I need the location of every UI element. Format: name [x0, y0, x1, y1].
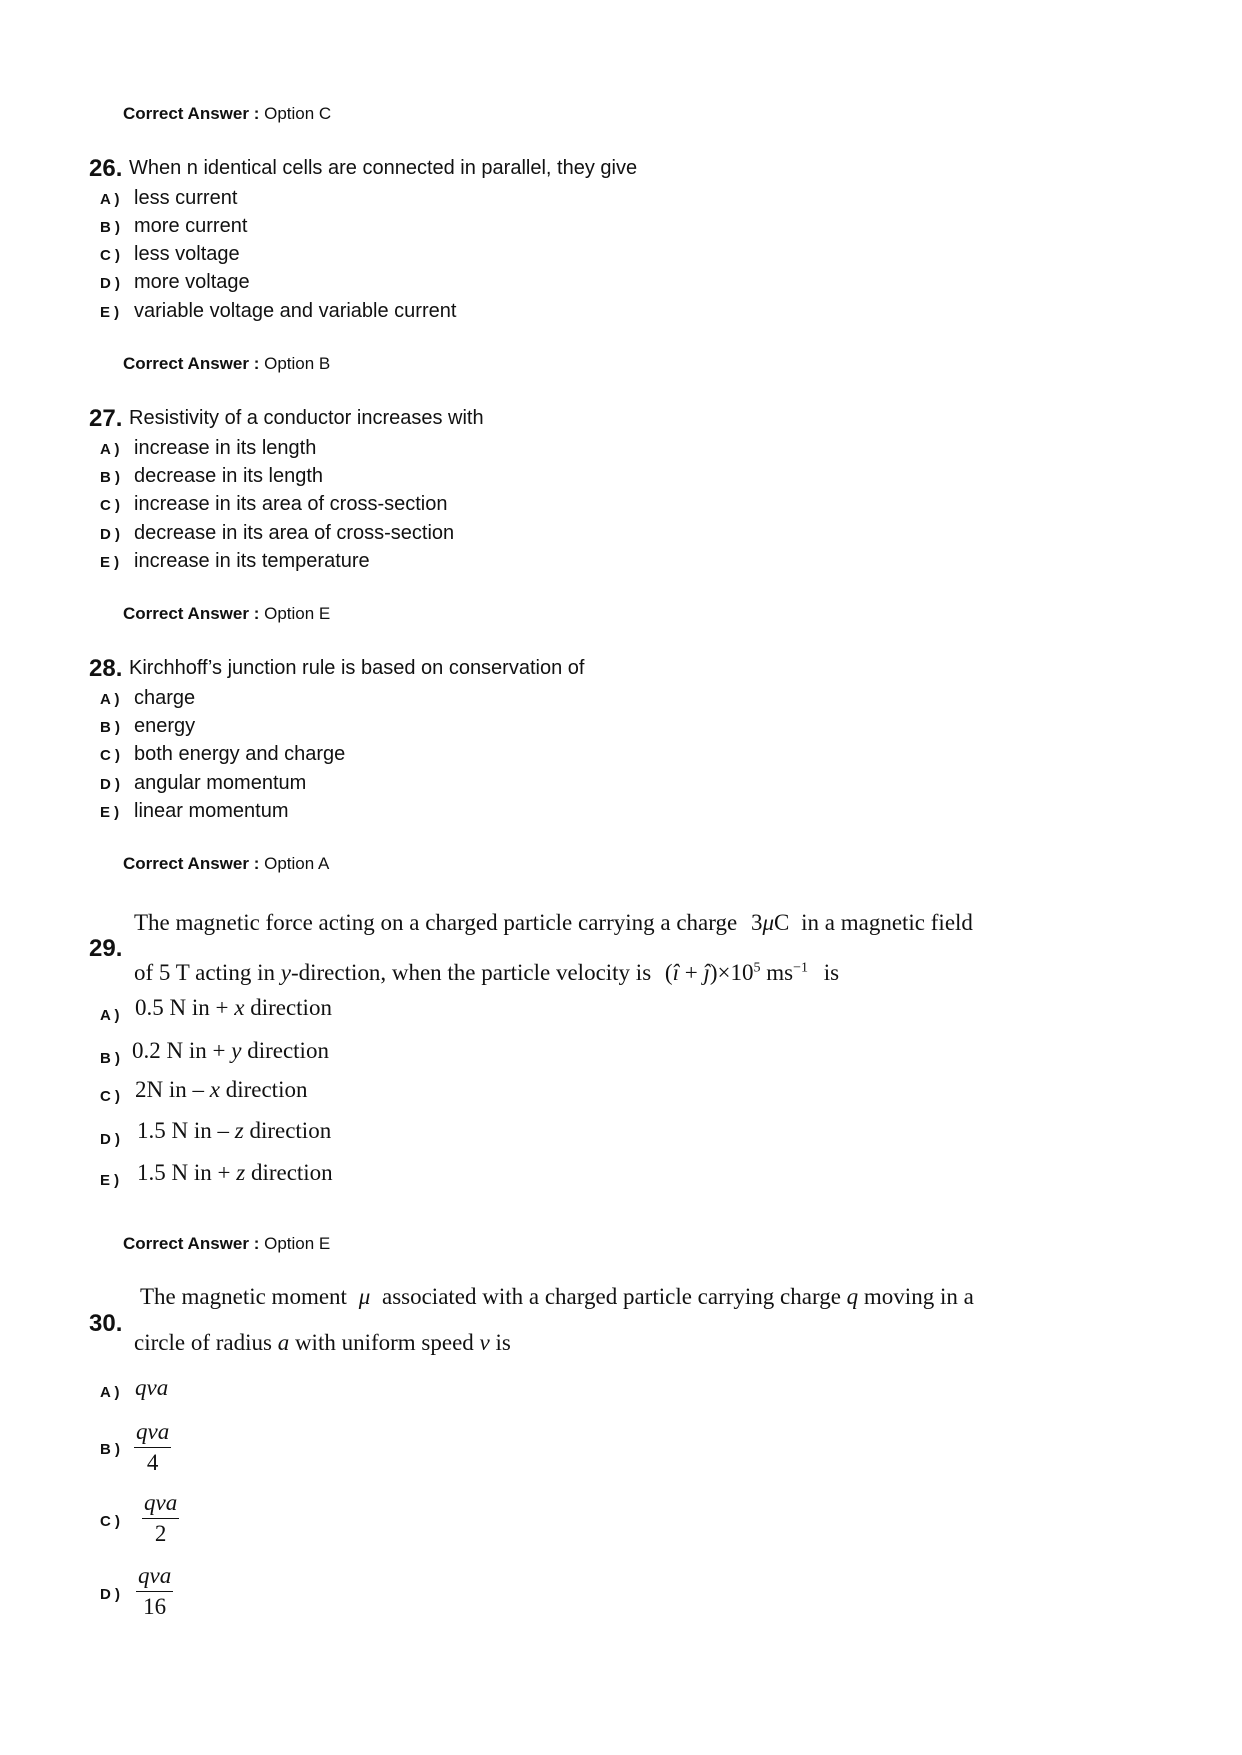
- q26-option-e-letter: E ): [100, 304, 120, 321]
- q29-velocity-formula: [665, 960, 808, 985]
- q29-plus: +: [678, 960, 704, 985]
- fraction-bar: [136, 1591, 173, 1592]
- correct-answer-label: Correct Answer :: [123, 1234, 260, 1253]
- q28-option-b-text: energy: [134, 715, 196, 737]
- q29-line2-text-b: -direction, when the particle velocity is: [290, 960, 652, 985]
- q28-option-e-text: linear momentum: [134, 800, 289, 822]
- q27-option-d-text: decrease in its area of cross-section: [134, 522, 455, 544]
- q26-option-b-letter: B ): [100, 219, 120, 236]
- q30-option-c-letter: C ): [100, 1513, 120, 1530]
- q29-y-var: y: [280, 960, 291, 985]
- q27-option-a-text: increase in its length: [134, 437, 317, 459]
- q28-option-b-letter: B ): [100, 719, 120, 736]
- q29-option-c-letter: C ): [100, 1088, 120, 1105]
- q30-option-b-fraction: [134, 1419, 171, 1476]
- q29-option-d-letter: D ): [100, 1131, 120, 1148]
- q30-v-var: v: [479, 1330, 490, 1355]
- q28-option-a-letter: A ): [100, 691, 120, 708]
- q30-line1-text-b: associated with a charged particle carrying charge: [381, 1284, 841, 1309]
- correct-answer-label: Correct Answer :: [123, 854, 260, 873]
- question-27-number: 27.: [89, 405, 123, 432]
- q29-c-pre: 2N in –: [135, 1077, 210, 1102]
- q29-a-var: x: [234, 995, 245, 1020]
- question-28-text: Kirchhoff’s junction rule is based on conservation of: [129, 657, 585, 679]
- q29-d-post: direction: [243, 1118, 332, 1143]
- q29-charge-value: 3: [750, 910, 763, 935]
- q29-mu-symbol: μ: [762, 910, 775, 935]
- q28-option-c-text: both energy and charge: [134, 743, 346, 765]
- correct-answer-value: Option E: [264, 604, 331, 623]
- q29-c-var: x: [209, 1077, 220, 1102]
- q29-option-c-text: [135, 1077, 307, 1103]
- question-30-line-2: [134, 1330, 511, 1356]
- fraction-bar: [134, 1447, 171, 1448]
- q27-option-e-letter: E ): [100, 554, 120, 571]
- q27-option-d-letter: D ): [100, 526, 120, 543]
- q30-mu-symbol: μ: [358, 1284, 371, 1309]
- q29-i-hat: î: [672, 960, 679, 985]
- fraction-numerator: qva: [144, 1490, 178, 1515]
- fraction-numerator: qva: [138, 1563, 172, 1588]
- q30-line1-text-a: The magnetic moment: [140, 1284, 347, 1309]
- question-27-text: Resistivity of a conductor increases with: [129, 407, 484, 429]
- correct-answer-26: [123, 354, 330, 374]
- q29-b-post: direction: [241, 1038, 329, 1063]
- q29-option-e-letter: E ): [100, 1172, 120, 1189]
- question-28-number: 28.: [89, 655, 123, 682]
- correct-answer-label: Correct Answer :: [123, 604, 260, 623]
- q28-option-e-letter: E ): [100, 804, 120, 821]
- question-29-line-2: [134, 960, 839, 986]
- q27-option-b-letter: B ): [100, 469, 120, 486]
- q29-exponent-minus-1: −1: [793, 960, 808, 976]
- question-30-line-1: [140, 1284, 974, 1310]
- q30-option-d-fraction: [136, 1563, 173, 1620]
- fraction-denominator: 2: [154, 1521, 167, 1546]
- q30-line2-text-c: is: [495, 1330, 511, 1355]
- fraction-denominator: 4: [146, 1450, 159, 1475]
- q29-e-post: direction: [245, 1160, 333, 1185]
- q29-line2-text-a: of 5 T acting in: [134, 960, 275, 985]
- q27-option-c-text: increase in its area of cross-section: [134, 493, 448, 515]
- q29-charge-unit: C: [774, 910, 790, 935]
- q29-exponent-5: 5: [753, 960, 761, 976]
- correct-answer-label: Correct Answer :: [123, 354, 260, 373]
- correct-answer-28: [123, 854, 329, 874]
- q29-e-pre: 1.5 N in +: [137, 1160, 237, 1185]
- q30-option-d-letter: D ): [100, 1586, 120, 1603]
- correct-answer-value: Option C: [264, 104, 332, 123]
- q26-option-d-text: more voltage: [134, 271, 250, 293]
- correct-answer-27: [123, 604, 330, 624]
- q27-option-a-letter: A ): [100, 441, 120, 458]
- q29-a-post: direction: [244, 995, 332, 1020]
- q27-option-b-text: decrease in its length: [134, 465, 324, 487]
- q30-option-a-letter: A ): [100, 1384, 120, 1401]
- q26-option-a-text: less current: [134, 187, 238, 209]
- q30-line1-text-c: moving in a: [863, 1284, 974, 1309]
- q29-b-pre: 0.2 N in +: [132, 1038, 232, 1063]
- q30-a-var: a: [277, 1330, 290, 1355]
- q29-paren-open: (: [664, 960, 673, 985]
- q27-option-c-letter: C ): [100, 497, 120, 514]
- q29-line1-text-a: The magnetic force acting on a charged particle carrying a charge: [134, 910, 738, 935]
- fraction-numerator: qva: [136, 1419, 170, 1444]
- q26-option-a-letter: A ): [100, 191, 120, 208]
- q29-a-pre: 0.5 N in +: [135, 995, 235, 1020]
- q30-line2-text-b: with uniform speed: [294, 1330, 474, 1355]
- q30-q-var: q: [846, 1284, 859, 1309]
- q29-line1-text-b: in a magnetic field: [801, 910, 973, 935]
- correct-answer-25: [123, 104, 331, 124]
- q29-is: is: [823, 960, 840, 985]
- fraction-bar: [142, 1518, 179, 1519]
- q29-times-ten: )×10: [709, 960, 754, 985]
- q29-d-pre: 1.5 N in –: [137, 1118, 235, 1143]
- q29-option-e-text: [137, 1160, 333, 1186]
- q30-option-b-letter: B ): [100, 1441, 120, 1458]
- q29-option-a-letter: A ): [100, 1007, 120, 1024]
- q26-option-d-letter: D ): [100, 275, 120, 292]
- q30-option-a-text: qva: [135, 1375, 169, 1400]
- q30-option-c-fraction: [142, 1490, 179, 1547]
- q28-option-c-letter: C ): [100, 747, 120, 764]
- q29-c-post: direction: [219, 1077, 308, 1102]
- q30-line2-text-a: circle of radius: [134, 1330, 272, 1355]
- q29-j-hat: ĵ: [703, 960, 710, 985]
- correct-answer-value: Option B: [264, 354, 331, 373]
- fraction-denominator: 16: [143, 1594, 167, 1619]
- correct-answer-value: Option E: [264, 1234, 331, 1253]
- q28-option-a-text: charge: [134, 687, 196, 709]
- q29-option-d-text: [137, 1118, 331, 1144]
- q28-option-d-text: angular momentum: [134, 772, 307, 794]
- question-26-text: When n identical cells are connected in parallel, they give: [129, 157, 638, 179]
- question-26-number: 26.: [89, 155, 123, 182]
- q29-option-b-letter: B ): [100, 1050, 120, 1067]
- q29-option-a-text: [135, 995, 332, 1021]
- question-29-number: 29.: [89, 935, 123, 962]
- correct-answer-value: Option A: [264, 854, 330, 873]
- q26-option-c-letter: C ): [100, 247, 120, 264]
- correct-answer-label: Correct Answer :: [123, 104, 260, 123]
- q29-b-var: y: [231, 1038, 242, 1063]
- q29-d-var: z: [234, 1118, 244, 1143]
- correct-answer-29: [123, 1234, 330, 1254]
- q26-option-b-text: more current: [134, 215, 248, 237]
- q27-option-e-text: increase in its temperature: [134, 550, 370, 572]
- question-30-number: 30.: [89, 1310, 123, 1337]
- q28-option-d-letter: D ): [100, 776, 120, 793]
- q29-option-b-text: [132, 1038, 329, 1064]
- q26-option-e-text: variable voltage and variable current: [134, 300, 457, 322]
- q29-e-var: z: [236, 1160, 246, 1185]
- q29-ms-unit: ms: [760, 960, 794, 985]
- q26-option-c-text: less voltage: [134, 243, 240, 265]
- question-29-line-1: [134, 910, 973, 936]
